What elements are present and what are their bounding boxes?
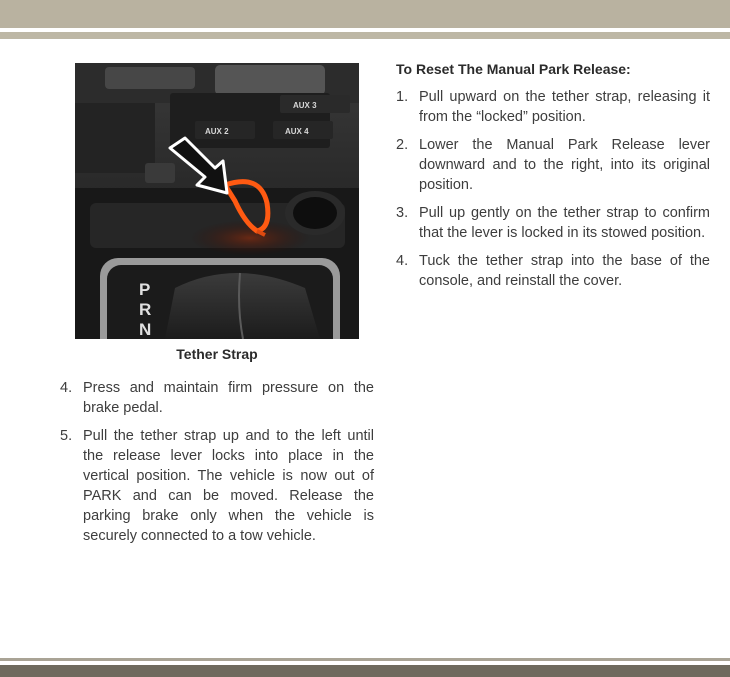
- list-item: [60, 426, 374, 546]
- list-item: [60, 378, 374, 418]
- step-text: Pull upward on the tether strap, releasing it from the “locked” position.: [419, 89, 710, 125]
- step-number: 3.: [396, 205, 409, 221]
- header-stripe: [0, 32, 730, 39]
- list-item: [396, 251, 710, 291]
- footer-divider: [0, 658, 730, 661]
- aux2-label: AUX 2: [205, 127, 229, 136]
- left-steps-list: [60, 378, 374, 554]
- console-illustration: [75, 63, 359, 339]
- reset-steps-list: [396, 87, 710, 299]
- gear-n-label: N: [139, 320, 152, 339]
- aux4-label: AUX 4: [285, 127, 309, 136]
- footer-band: [0, 665, 730, 677]
- step-text: Lower the Manual Park Release lever downward and to the right, into its original position.: [419, 137, 710, 193]
- step-text: Tuck the tether strap into the base of the console, and reinstall the cover.: [419, 253, 710, 289]
- section-title: To Reset The Manual Park Release:: [396, 61, 631, 77]
- step-number: 2.: [396, 137, 409, 153]
- header-band: [0, 0, 730, 28]
- list-item: [396, 135, 710, 195]
- tether-strap-photo: [75, 63, 359, 339]
- step-number: 5.: [60, 428, 73, 444]
- step-text: Pull the tether strap up and to the left until the release lever locks into place in the vertical position. The vehicle is now out of PARK and can be moved. Release the parking brake only when the vehicle is securely connected to a tow vehicle.: [83, 428, 374, 544]
- step-text: Pull up gently on the tether strap to confirm that the lever is locked in its stowed position.: [419, 205, 710, 241]
- list-item: [396, 87, 710, 127]
- gear-p-label: P: [139, 280, 151, 299]
- step-number: 1.: [396, 89, 409, 105]
- list-item: [396, 203, 710, 243]
- step-number: 4.: [60, 380, 73, 396]
- aux3-label: AUX 3: [293, 101, 317, 110]
- gear-r-label: R: [139, 300, 152, 319]
- step-text: Press and maintain firm pressure on the brake pedal.: [83, 380, 374, 416]
- step-number: 4.: [396, 253, 409, 269]
- figure-caption: Tether Strap: [176, 346, 258, 362]
